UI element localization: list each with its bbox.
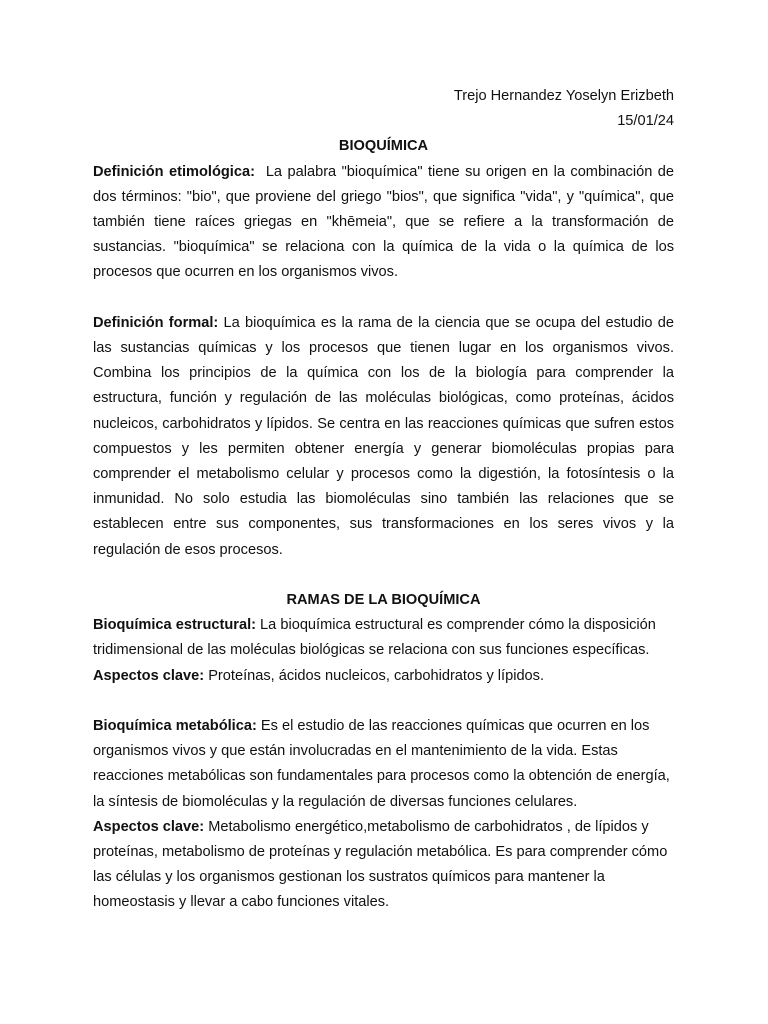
- label-metabolica: Bioquímica metabólica:: [93, 718, 257, 735]
- label-etimologica: Definición etimológica:: [93, 163, 255, 180]
- label-formal: Definición formal:: [93, 314, 219, 331]
- paragraph-formal: [93, 311, 674, 563]
- spacer: [93, 689, 674, 714]
- text-etimologica: La palabra "bioquímica" tiene su origen en la combinación de dos términos: "bio", que proviene del griego "bios", que significa "vida", y "química", que también tiene raíces griegas en "khēmeia", que se refiere a la transformación de sustancias. "bioquímica" se relaciona con la química de la vida o la química de los procesos que ocurren en los organismos vivos.: [93, 163, 679, 281]
- paragraph-estructural: [93, 613, 674, 663]
- spacer: [93, 286, 674, 311]
- paragraph-estructural-aspectos: [93, 664, 674, 689]
- document-date: 15/01/24: [617, 113, 674, 130]
- document-title: BIOQUÍMICA: [338, 138, 429, 155]
- label-metabolica-aspectos: Aspectos clave:: [93, 818, 205, 835]
- text-estructural-aspectos: Proteínas, ácidos nucleicos, carbohidratos y lípidos.: [204, 667, 545, 684]
- section-title-ramas: RAMAS DE LA BIOQUÍMICA: [286, 592, 481, 609]
- paragraph-metabolica-aspectos: [93, 815, 674, 916]
- label-estructural-aspectos: Aspectos clave:: [93, 667, 205, 684]
- spacer: [93, 563, 674, 588]
- label-estructural: Bioquímica estructural:: [93, 617, 256, 634]
- paragraph-metabolica: [93, 714, 674, 815]
- text-formal: La bioquímica es la rama de la ciencia que se ocupa del estudio de las sustancias químicas y los procesos que tienen lugar en los organismos vivos. Combina los principios de la química con los de la biología para comprender la estructura, función y regulación de las moléculas biológicas, como proteínas, ácidos nucleicos, carbohidratos y lípidos. Se centra en las reacciones químicas que sufren estos compuestos y les permiten obtener energía y generar biomoléculas propias para comprender el metabolismo celular y procesos como la digestión, la fotosíntesis o la inmunidad. No solo estudia las biomoléculas sino también las relaciones que se establecen entre sus componentes, sus transformaciones en los seres vivos y la regulación de esos procesos.: [93, 314, 674, 558]
- text-metabolica-aspectos: Metabolismo energético,metabolismo de carbohidratos , de lípidos y proteínas, metabolismo de proteínas y regulación metabólica. Es para comprender cómo las células y los organismos gestionan los sustratos químicos para mantener la homeostasis y llevar a cabo funciones vitales.: [93, 818, 668, 911]
- text-estructural: La bioquímica estructural es comprender cómo la disposición tridimensional de las moléculas biológicas se relaciona con sus funciones específicas.: [93, 617, 656, 659]
- paragraph-etimologica: [93, 160, 679, 286]
- document-body: [93, 84, 679, 916]
- text-metabolica: Es el estudio de las reacciones químicas que ocurren en los organismos vivos y que están involucradas en el mantenimiento de la vida. Estas reacciones metabólicas son fundamentales para procesos como la obtención de energía, la síntesis de biomoléculas y la regulación de diversas funciones celulares.: [93, 718, 670, 810]
- author-name: Trejo Hernandez Yoselyn Erizbeth: [453, 88, 674, 104]
